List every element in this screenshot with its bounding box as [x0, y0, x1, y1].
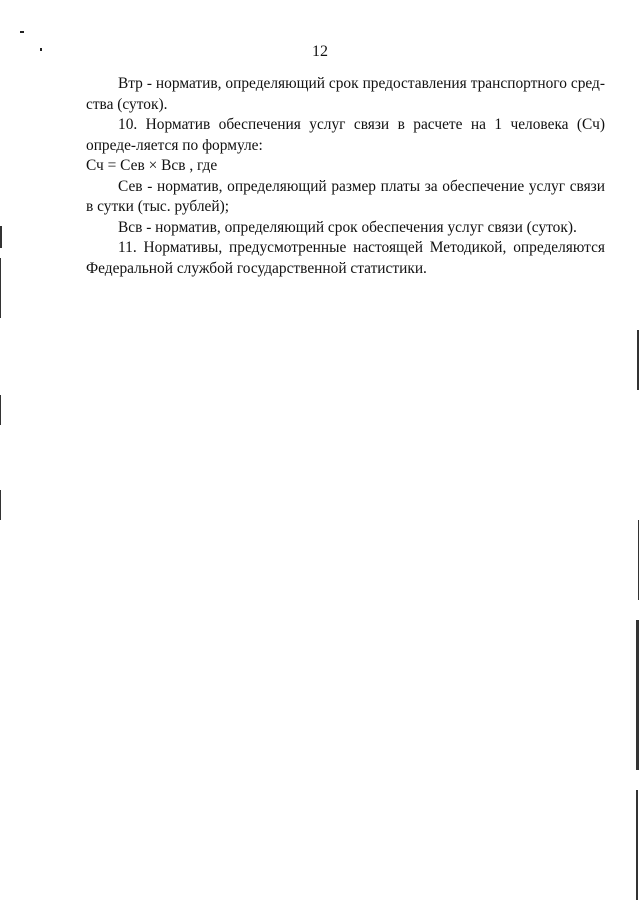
formula-text: Сч = Сев × Всв , где [86, 157, 218, 174]
scan-edge-mark [0, 226, 2, 248]
scan-edge-mark [0, 490, 1, 520]
scan-edge-mark [637, 330, 639, 390]
page-number: 12 [312, 43, 328, 60]
paragraph-vsv-definition: Всв - норматив, определяющий срок обеспечения услуг связи (суток). [118, 218, 577, 236]
formula [86, 156, 605, 177]
scan-edge-mark [636, 620, 639, 770]
scan-edge-mark [0, 395, 1, 425]
scan-speck [20, 31, 24, 33]
paragraph-vtr-definition: Втр - норматив, определяющий срок предоставления транспортного сред-ства (суток). [86, 75, 605, 113]
paragraph-10: 10. Норматив обеспечения услуг связи в расчете на 1 человека (Сч) опреде-ляется по формуле: [86, 116, 605, 154]
scan-edge-mark [638, 520, 639, 600]
paragraph-11: 11. Нормативы, предусмотренные настоящей Методикой, определяются Федеральной службой государственной статистики. [86, 239, 605, 277]
paragraph-sev-definition: Сев - норматив, определяющий размер платы за обеспечение услуг связи в сутки (тыс. рублей); [86, 177, 605, 215]
scan-edge-mark [636, 790, 638, 900]
scan-edge-mark [0, 258, 1, 318]
document-body [86, 74, 605, 279]
